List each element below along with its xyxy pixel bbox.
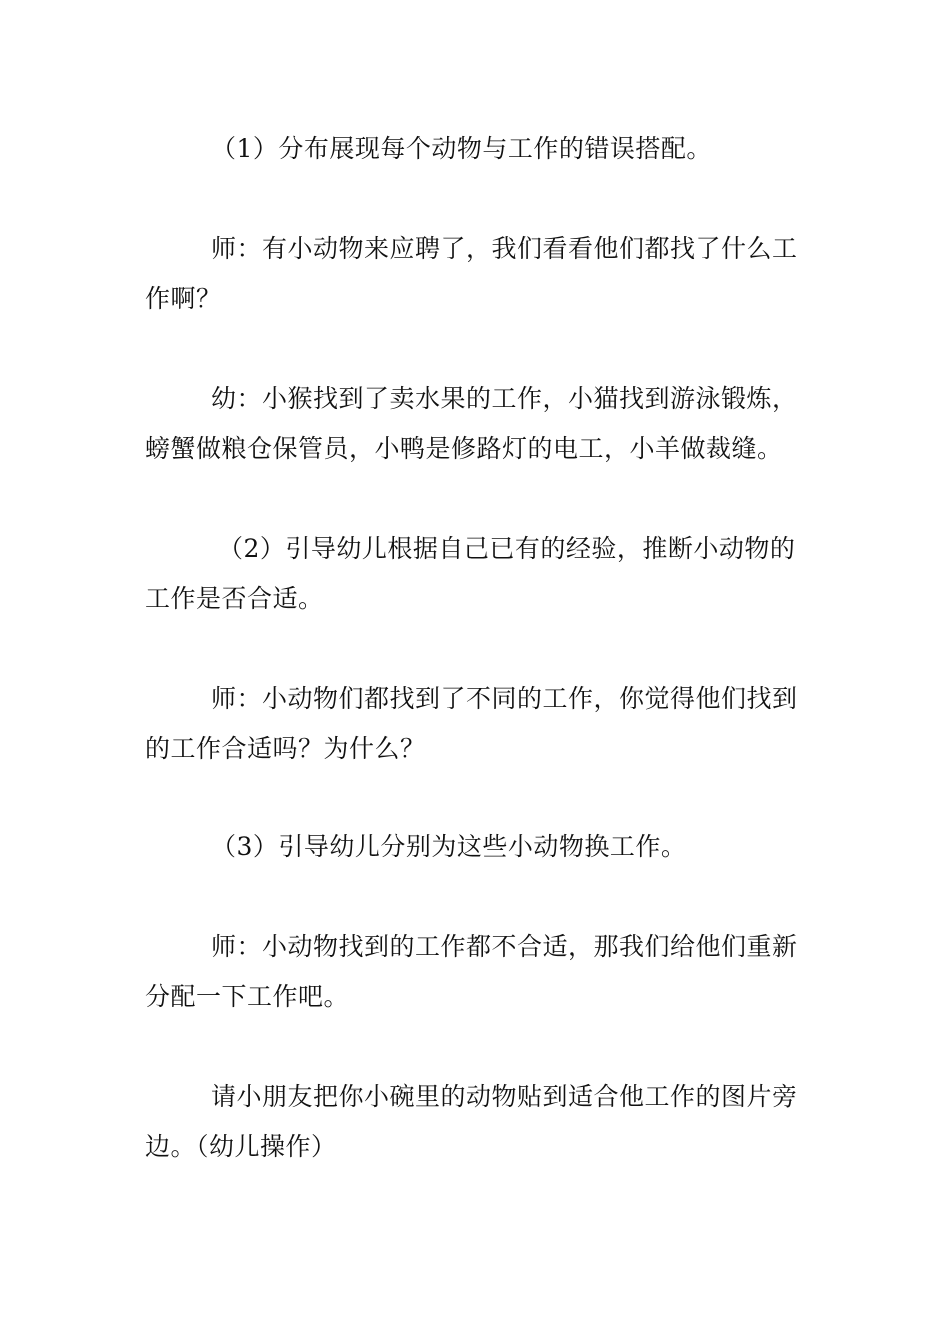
paragraph-teacher-instruction: 师：小动物找到的工作都不合适，那我们给他们重新分配一下工作吧。 <box>145 932 798 1011</box>
paragraph-teacher-question-1: 师：有小动物来应聘了，我们看看他们都找了什么工作啊？ <box>145 234 798 313</box>
paragraph-child-activity: 请小朋友把你小碗里的动物贴到适合他工作的图片旁边。（幼儿操作） <box>145 1082 798 1161</box>
paragraph-step-2: （2）引导幼儿根据自己已有的经验，推断小动物的工作是否合适。 <box>145 534 796 613</box>
paragraph-child-answer: 幼：小猴找到了卖水果的工作，小猫找到游泳锻炼，螃蟹做粮仓保管员，小鸭是修路灯的电工，小羊做裁缝。 <box>145 384 798 463</box>
paragraph-step-1: （1）分布展现每个动物与工作的错误搭配。 <box>211 134 712 163</box>
paragraph-teacher-question-2: 师：小动物们都找到了不同的工作，你觉得他们找到的工作合适吗？为什么？ <box>145 684 798 763</box>
paragraph-step-3: （3）引导幼儿分别为这些小动物换工作。 <box>211 832 687 861</box>
